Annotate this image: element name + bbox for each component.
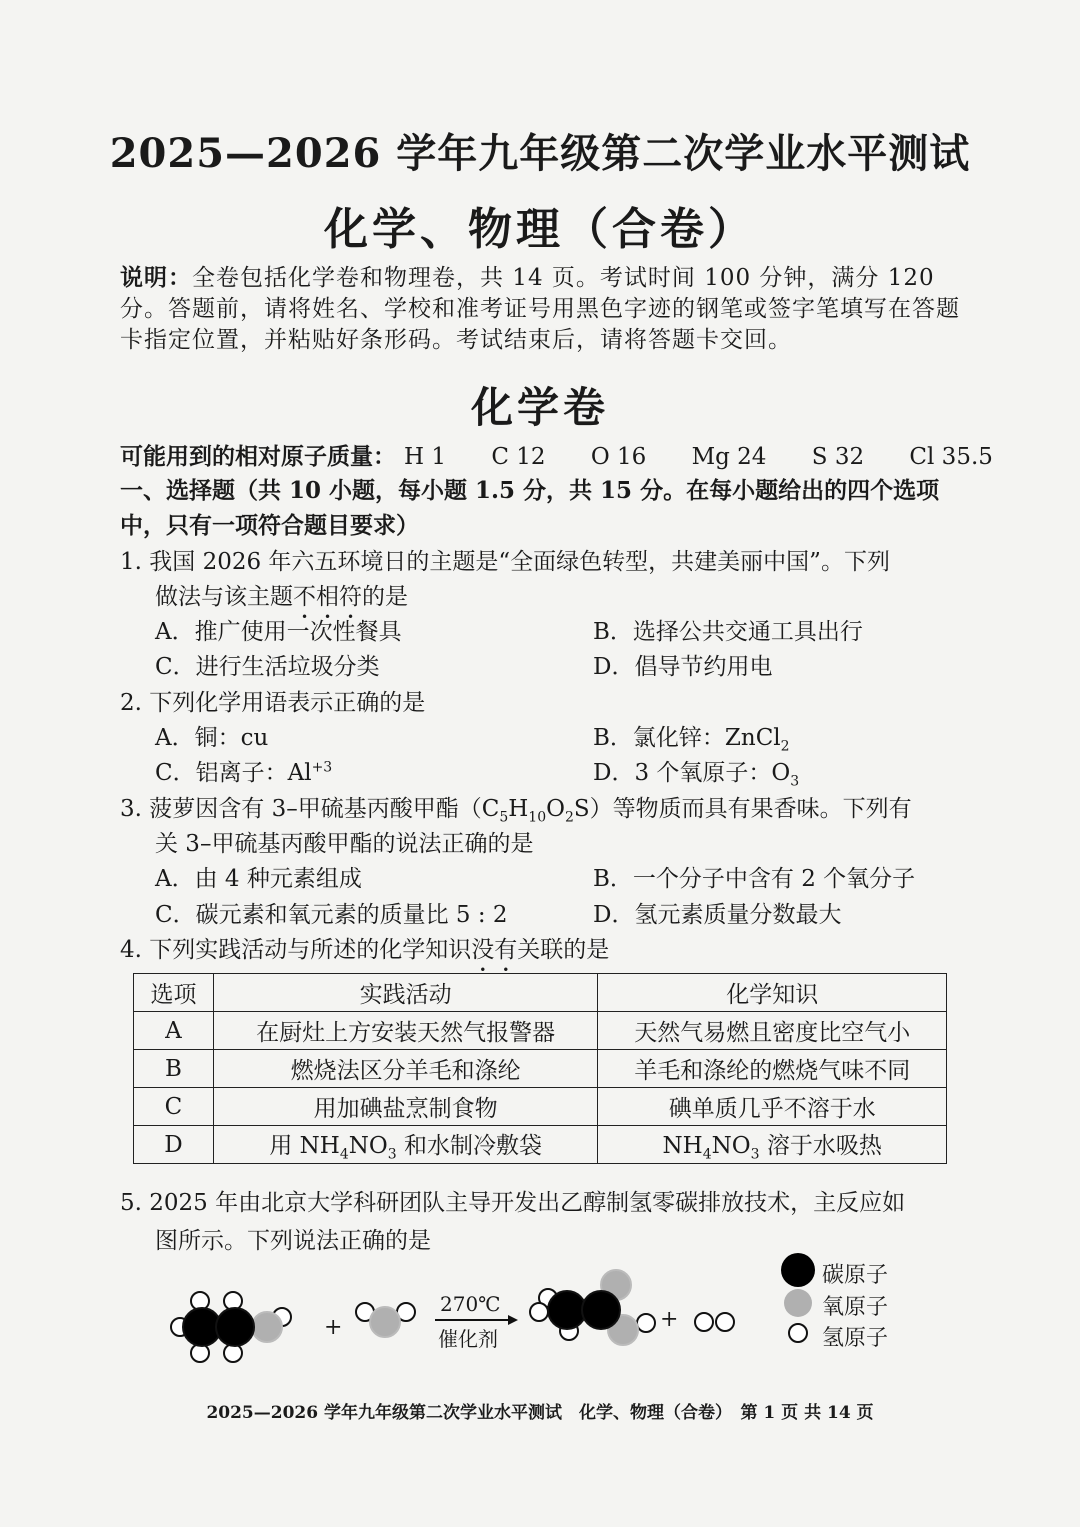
atomic-mass-o: O 16: [590, 444, 647, 470]
q2-option-b-subscript: 2: [780, 738, 790, 755]
q4-stem-post: 关联的是: [517, 937, 610, 963]
hydrogen-molecule: [695, 1313, 734, 1331]
ethanol-molecule: [171, 1292, 291, 1362]
q3-option-c: C．碳元素和氧元素的质量比 5 : 2: [155, 902, 508, 928]
table-header-activity: 实践活动: [213, 974, 598, 1012]
q5-stem-line2: 图所示。下列说法正确的是: [155, 1228, 431, 1254]
q3-formula-h-count: 10: [528, 809, 547, 826]
part1-heading-line1: 一、选择题（共 10 小题，每小题 1.5 分，共 15 分。在每小题给出的四个选项: [120, 477, 940, 504]
atomic-mass-cl: Cl 35.5: [909, 444, 993, 470]
row-d-activity-sub2: 3: [387, 1146, 397, 1163]
instructions-label: 说明：: [120, 264, 192, 291]
row-d-activity-mid: NO: [348, 1132, 388, 1159]
hydrogen-atom: [637, 1314, 655, 1332]
atomic-mass-s: S 32: [811, 444, 865, 470]
hydrogen-atom: [695, 1313, 713, 1331]
q4-stem-emphasis: 没有: [471, 937, 518, 963]
table-cell-option: A: [134, 1012, 214, 1050]
q5-stem-text: 2025 年由北京大学科研团队主导开发出乙醇制氢零碳排放技术，主反应如: [149, 1190, 906, 1216]
q4-stem: [120, 931, 609, 977]
q1-option-d: D．倡导节约用电: [593, 654, 773, 680]
row-d-know-sub2: 3: [750, 1146, 760, 1163]
table-row: [134, 1088, 947, 1126]
q1-option-c: C．进行生活垃圾分类: [155, 654, 380, 680]
q3-formula-h: H: [508, 796, 529, 822]
q1-stem-emphasis: 不相符: [293, 584, 362, 610]
q5-stem-line1: [120, 1184, 905, 1217]
legend-oxygen-label: 氧原子: [822, 1295, 889, 1320]
q3-formula-o-count: 2: [564, 809, 574, 826]
q2-option-b: [593, 719, 790, 755]
atomic-mass-c: C 12: [491, 444, 546, 470]
q2-stem: [120, 684, 425, 717]
water-molecule: [356, 1303, 415, 1337]
atomic-mass-mg: Mg 24: [691, 444, 767, 470]
table-row: [134, 1012, 947, 1050]
table-cell-option: B: [134, 1050, 214, 1088]
q1-option-b: B．选择公共交通工具出行: [593, 619, 863, 645]
table-cell-knowledge: 天然气易燃且密度比空气小: [598, 1012, 947, 1050]
table-cell-option: C: [134, 1088, 214, 1126]
acetic-acid-molecule: [530, 1270, 655, 1345]
q4-number: 4.: [120, 937, 142, 963]
q2-option-b-text: B．氯化锌：ZnCl: [593, 725, 781, 751]
q1-option-a: A．推广使用一次性餐具: [155, 619, 402, 645]
reaction-temperature: 270℃: [440, 1292, 501, 1316]
q3-stem-line1: [120, 790, 912, 826]
table-cell-activity: 在厨灶上方安装天然气报警器: [213, 1012, 598, 1050]
hydrogen-atom: [530, 1303, 548, 1321]
plus-sign: +: [324, 1315, 343, 1340]
table-cell-activity: 用加碘盐烹制食物: [213, 1088, 598, 1126]
q2-stem-text: 下列化学用语表示正确的是: [149, 690, 426, 716]
q3-stem-line2: 关 3–甲硫基丙酸甲酯的说法正确的是: [155, 831, 534, 857]
q5-number: 5.: [120, 1190, 142, 1216]
q1-stem-text: 我国 2026 年六五环境日的主题是“全面绿色转型，共建美丽中国”。下列: [149, 549, 890, 575]
carbon-atom: [216, 1308, 254, 1346]
q3-formula-o: O: [546, 796, 565, 822]
table-header-option: 选项: [134, 974, 214, 1012]
oxygen-legend-icon: [784, 1289, 812, 1317]
q3-option-d: D．氢元素质量分数最大: [593, 902, 842, 928]
arrow-head: [508, 1315, 518, 1325]
q2-option-c-text: C．铝离子：Al: [155, 760, 312, 786]
instructions: [120, 262, 970, 356]
instructions-text: 全卷包括化学卷和物理卷，共 14 页。考试时间 100 分钟，满分 120 分。答题前，请将姓名、学校和准考证号用黑色字迹的钢笔或签字笔填写在答题卡指定位置，并粘贴好条形码。考试结束后，请将答题卡交回。: [120, 265, 960, 353]
section-title: 化学卷: [470, 383, 609, 432]
q2-option-d-subscript: 3: [790, 773, 800, 790]
q2-option-a: A．铜：cu: [155, 725, 269, 751]
carbon-atom: [582, 1291, 620, 1329]
page-footer: 2025—2026 学年九年级第二次学业水平测试 化学、物理（合卷） 第 1 页 共 14 页: [206, 1403, 874, 1423]
table-header-knowledge: 化学知识: [598, 974, 947, 1012]
atomic-masses: [120, 438, 1031, 471]
row-d-know-mid: NO: [711, 1132, 751, 1159]
hydrogen-legend-icon: [789, 1324, 807, 1342]
table-cell-knowledge: [598, 1126, 947, 1164]
table-cell-knowledge: 羊毛和涤纶的燃烧气味不同: [598, 1050, 947, 1088]
q4-stem-pre: 下列实践活动与所述的化学知识: [149, 937, 472, 963]
q4-table: [133, 973, 947, 1164]
plus-sign: +: [660, 1307, 679, 1332]
q2-option-c: [155, 754, 332, 787]
table-cell-activity: 燃烧法区分羊毛和涤纶: [213, 1050, 598, 1088]
row-d-know-post: 溶于水吸热: [759, 1132, 882, 1159]
table-row: [134, 1126, 947, 1164]
q1-stem-post: 的是: [362, 584, 408, 610]
q3-option-b: B．一个分子中含有 2 个氧分子: [593, 866, 916, 892]
q3-stem-post: S）等物质而具有果香味。下列有: [573, 796, 912, 822]
hydrogen-atom: [716, 1313, 734, 1331]
q1-stem-pre: 做法与该主题: [155, 584, 293, 610]
table-cell-knowledge: 碘单质几乎不溶于水: [598, 1088, 947, 1126]
carbon-legend-icon: [781, 1253, 815, 1287]
q3-formula-c-count: 5: [499, 809, 509, 826]
q3-stem-pre: 菠萝因含有 3–甲硫基丙酸甲酯（C: [149, 796, 500, 822]
oxygen-atom: [252, 1312, 282, 1342]
exam-subtitle: 化学、物理（合卷）: [324, 204, 756, 255]
row-d-activity-post: 和水制冷敷袋: [396, 1132, 542, 1159]
table-cell-option: D: [134, 1126, 214, 1164]
exam-title: 2025—2026 学年九年级第二次学业水平测试: [109, 130, 971, 177]
oxygen-atom: [370, 1307, 400, 1337]
q2-option-d: [593, 754, 799, 790]
table-cell-activity: [213, 1126, 598, 1164]
q3-option-a: A．由 4 种元素组成: [155, 866, 362, 892]
q3-number: 3.: [120, 796, 142, 822]
row-d-activity-pre: 用 NH: [269, 1132, 340, 1159]
table-header-row: [134, 974, 947, 1012]
atomic-masses-label: 可能用到的相对原子质量：: [120, 443, 396, 470]
row-d-know-sub1: 4: [702, 1146, 712, 1163]
q2-option-d-text: D．3 个氧原子：O: [593, 760, 791, 786]
q2-number: 2.: [120, 690, 142, 716]
legend-carbon-label: 碳原子: [822, 1263, 889, 1288]
row-d-activity-sub1: 4: [339, 1146, 349, 1163]
atomic-mass-h: H 1: [404, 444, 447, 470]
reaction-catalyst: 催化剂: [438, 1327, 498, 1351]
table-row: [134, 1050, 947, 1088]
q1-number: 1.: [120, 549, 142, 575]
q2-option-c-superscript: +3: [311, 759, 333, 776]
carbon-atom: [548, 1291, 586, 1329]
part1-heading-line2: 中，只有一项符合题目要求）: [120, 512, 419, 539]
legend-symbols: [778, 1252, 818, 1352]
q1-stem-line1: [120, 543, 890, 576]
legend-hydrogen-label: 氢原子: [822, 1326, 889, 1351]
row-d-know-pre: NH: [662, 1132, 703, 1159]
